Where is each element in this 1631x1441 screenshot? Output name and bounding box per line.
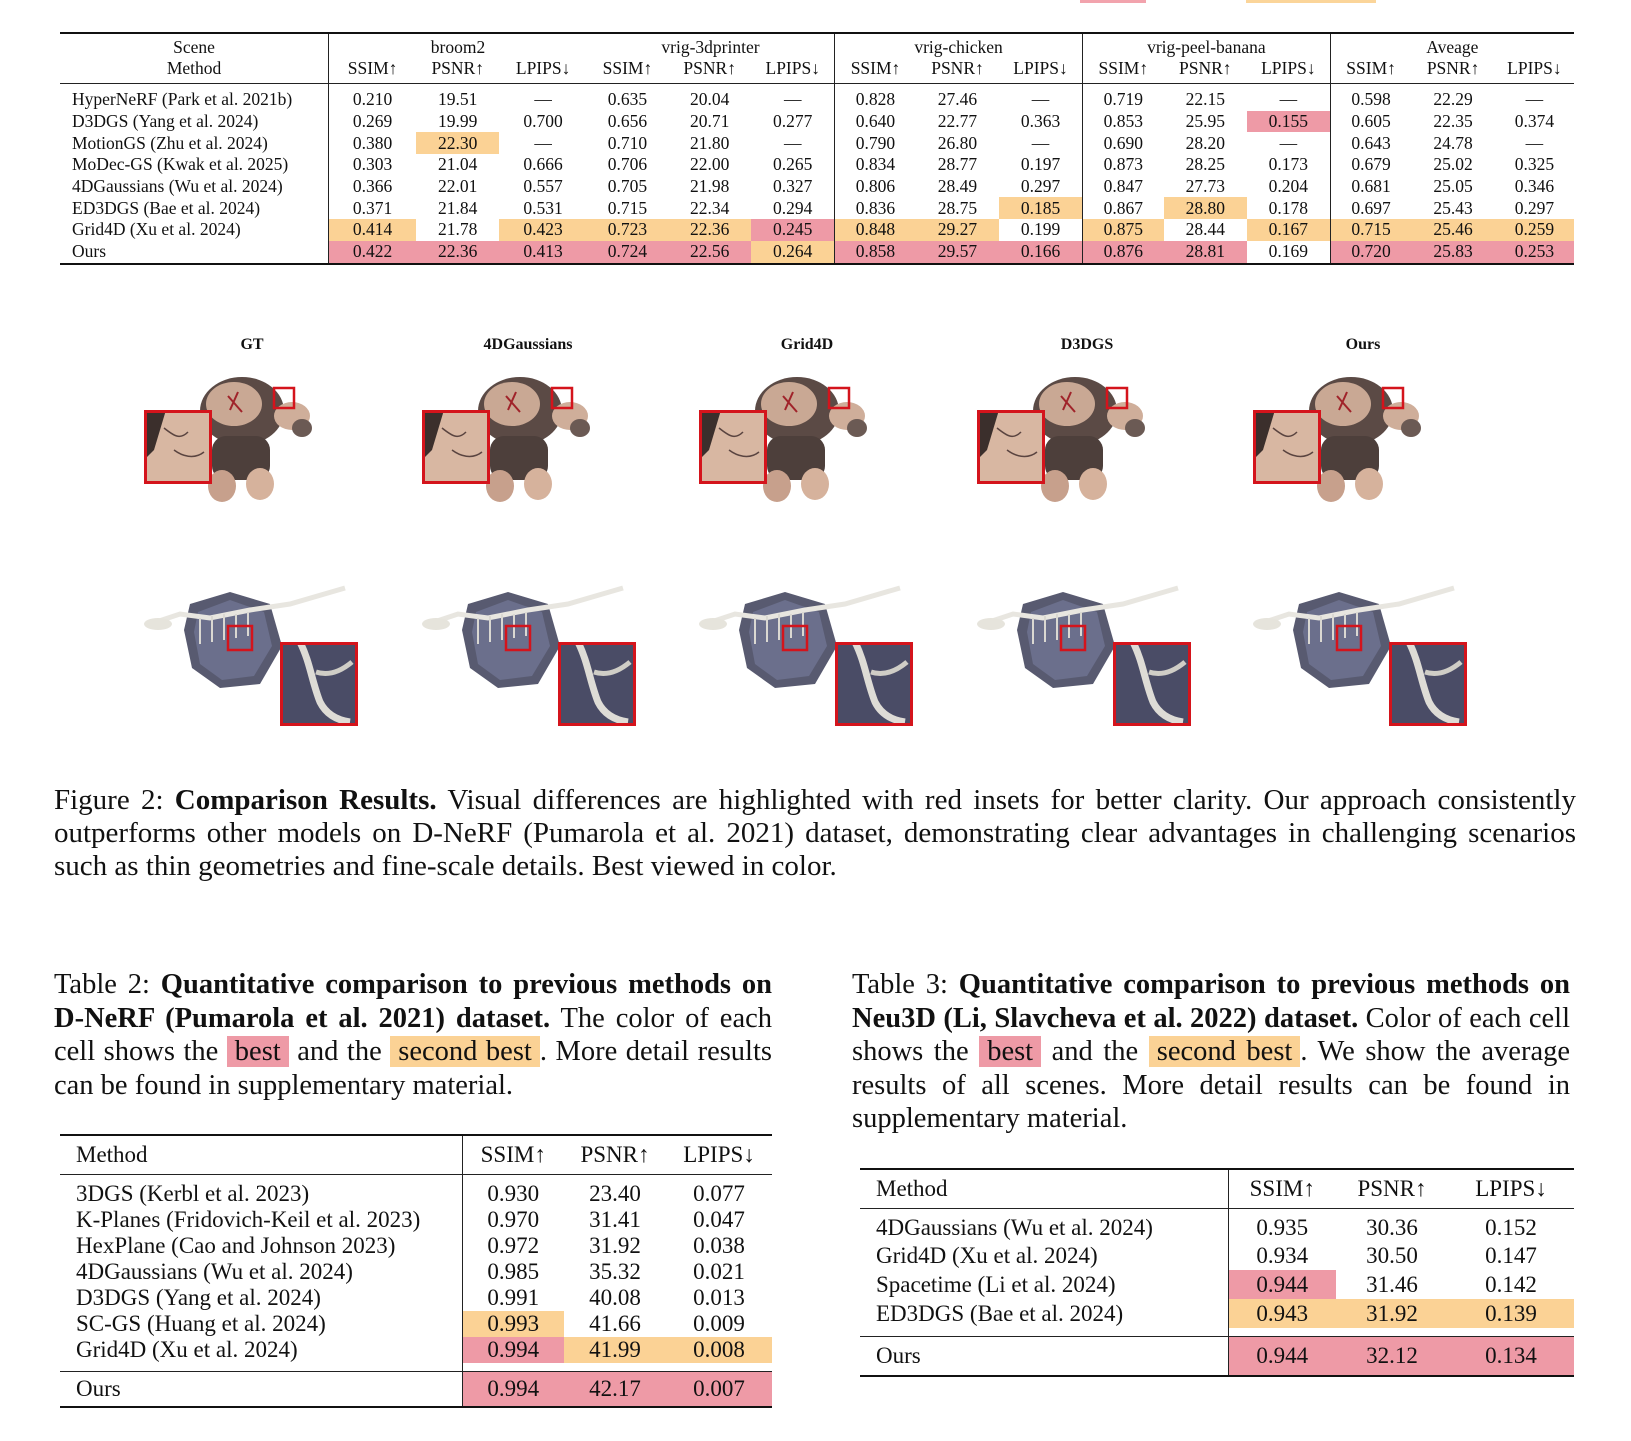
table-row — [60, 1285, 772, 1311]
metric-cell: 0.656 — [607, 111, 648, 132]
metric-cell: 0.710 — [607, 132, 648, 153]
method-name: Grid4D (Xu et al. 2024) — [76, 1337, 298, 1362]
table-row — [60, 1259, 772, 1285]
metric-cell: — — [1031, 132, 1050, 153]
table3-header: SSIM↑ — [1228, 1169, 1336, 1209]
metric-cell: 28.81 — [1164, 241, 1247, 264]
metric-header-row — [60, 58, 1574, 84]
table3-caption — [852, 968, 1570, 1136]
metric-cell: 0.643 — [1330, 132, 1411, 154]
metric-cell: 0.806 — [835, 176, 916, 198]
table-row — [60, 1311, 772, 1337]
metric-cell: 0.013 — [693, 1285, 745, 1310]
metric-cell: 0.185 — [999, 197, 1082, 219]
metric-cell: 0.423 — [499, 219, 586, 241]
metric-cell: 0.155 — [1247, 111, 1330, 133]
metric-cell: 35.32 — [589, 1259, 641, 1284]
zoom-inset — [1253, 410, 1321, 484]
metric-header: SSIM↑ — [329, 58, 416, 84]
table2-caption — [54, 968, 772, 1102]
metric-cell: 22.15 — [1185, 89, 1225, 110]
method-name: Ours — [60, 241, 329, 264]
metric-cell: 31.92 — [589, 1233, 641, 1258]
metric-header: PSNR↑ — [416, 58, 499, 84]
scene-header-row — [60, 33, 1574, 58]
method-name: 3DGS (Kerbl et al. 2023) — [76, 1181, 310, 1206]
method-name: 4DGaussians (Wu et al. 2024) — [72, 176, 283, 197]
zoom-inset — [835, 642, 913, 726]
metric-cell: — — [534, 89, 552, 110]
table-row — [860, 1299, 1574, 1328]
metric-cell: 0.700 — [523, 111, 563, 132]
method-name: ED3DGS (Bae et al. 2024) — [876, 1300, 1124, 1326]
metric-cell: 0.690 — [1082, 132, 1163, 154]
metric-cell: 0.679 — [1330, 154, 1411, 176]
metric-cell: 28.80 — [1164, 197, 1247, 219]
metric-cell: 0.875 — [1082, 219, 1163, 241]
metric-cell: 25.46 — [1411, 219, 1494, 241]
figure-column-title: D3DGS — [1060, 336, 1114, 353]
scene-header: Aveage — [1330, 33, 1574, 58]
metric-cell: 0.719 — [1082, 84, 1163, 111]
zoom-inset — [280, 642, 358, 726]
table-row — [60, 219, 1574, 241]
figure-caption — [54, 784, 1576, 883]
table3-caption-title: Quantitative comparison to previous methods on Neu3D (Li, Slavcheva et al. 2022) dataset. — [852, 969, 1570, 1034]
method-name: Grid4D (Xu et al. 2024) — [72, 219, 241, 240]
metric-cell: 0.723 — [587, 219, 668, 241]
metric-cell: 0.264 — [751, 241, 834, 264]
metric-cell: 0.380 — [329, 132, 416, 154]
metric-cell: 0.297 — [1020, 176, 1061, 197]
metric-cell: 0.828 — [835, 84, 916, 111]
metric-cell: 20.04 — [690, 89, 730, 110]
metric-cell: 0.245 — [751, 219, 834, 241]
ours-row — [860, 1336, 1574, 1376]
metric-cell: 0.994 — [462, 1371, 564, 1407]
metric-cell: 22.30 — [416, 132, 499, 154]
table3-caption-text: . We show the average results of all scenes. More detail results can be found in supplementary material. — [852, 1036, 1570, 1134]
table-row — [860, 1241, 1574, 1270]
method-name: Ours — [60, 1371, 462, 1407]
metric-cell: — — [1031, 89, 1050, 110]
previous-page-highlight-marks — [0, 0, 1631, 6]
spacer-row — [60, 1363, 772, 1371]
metric-cell: 0.269 — [329, 111, 416, 133]
metric-cell: 0.047 — [693, 1207, 745, 1232]
metric-cell: 32.12 — [1336, 1336, 1448, 1376]
metric-cell: 22.36 — [416, 241, 499, 264]
metric-cell: 30.50 — [1366, 1242, 1418, 1268]
method-name: Spacetime (Li et al. 2024) — [876, 1271, 1116, 1297]
metric-cell: 0.152 — [1485, 1215, 1537, 1240]
metric-cell: 0.169 — [1247, 241, 1330, 264]
metric-cell: 0.970 — [462, 1207, 564, 1233]
metric-cell: — — [534, 132, 552, 153]
table3-header: LPIPS↓ — [1448, 1169, 1574, 1209]
metric-cell: 0.705 — [607, 176, 648, 197]
metric-cell: 0.167 — [1247, 219, 1330, 241]
table-row — [60, 1233, 772, 1259]
metric-cell: 23.40 — [589, 1181, 641, 1206]
metric-cell: 41.99 — [564, 1337, 666, 1363]
scene-header: vrig-chicken — [835, 33, 1083, 58]
metric-cell: 0.876 — [1082, 241, 1163, 264]
metric-cell: 0.531 — [523, 197, 563, 218]
metric-cell: 0.009 — [693, 1311, 745, 1336]
metric-cell: 0.253 — [1495, 241, 1574, 264]
figure-column-title: Grid4D — [780, 336, 834, 353]
metric-cell: 0.598 — [1330, 84, 1411, 111]
metric-cell: 0.848 — [835, 219, 916, 241]
metric-cell: 21.80 — [690, 132, 730, 153]
table2-caption-text: and the — [288, 1036, 391, 1067]
ours-row — [60, 1371, 772, 1407]
table2-caption-title: Quantitative comparison to previous methods on D-NeRF (Pumarola et al. 2021) dataset. — [54, 969, 772, 1034]
metric-cell: 0.265 — [773, 154, 813, 175]
metric-cell: 40.08 — [589, 1285, 641, 1310]
table2-header: LPIPS↓ — [666, 1135, 772, 1175]
metric-header: SSIM↑ — [587, 58, 668, 84]
method-name: Grid4D (Xu et al. 2024) — [876, 1242, 1098, 1268]
table-row — [60, 154, 1574, 176]
metric-cell: 21.04 — [438, 154, 478, 175]
metric-cell: 0.294 — [773, 197, 813, 218]
metric-cell: — — [783, 89, 802, 110]
metric-cell: 29.57 — [916, 241, 999, 264]
metric-cell: 0.715 — [607, 197, 648, 218]
metric-cell: 0.934 — [1228, 1241, 1336, 1270]
metric-cell: 0.199 — [1020, 219, 1061, 240]
best-highlight-mark — [1080, 0, 1146, 3]
metric-cell: 22.56 — [668, 241, 751, 264]
metric-cell: 21.98 — [690, 176, 730, 197]
table2-caption-text: The color of each cell shows the — [54, 1002, 772, 1067]
metric-cell: 0.635 — [607, 89, 648, 110]
metric-cell: 0.142 — [1485, 1271, 1537, 1297]
scene-header: vrig-3dprinter — [661, 37, 760, 57]
figure-column-title: GT — [240, 336, 264, 353]
method-name: D3DGS (Yang et al. 2024) — [76, 1285, 321, 1310]
figure-column-title: 4DGaussians — [483, 336, 573, 353]
metric-cell: 0.147 — [1485, 1242, 1537, 1268]
table3-header-row — [860, 1169, 1574, 1209]
metric-cell: 0.346 — [1514, 176, 1555, 197]
metric-cell: 22.34 — [690, 197, 730, 218]
metric-cell: 0.139 — [1448, 1299, 1574, 1328]
metric-cell: 20.71 — [690, 111, 730, 132]
metric-cell: 0.681 — [1330, 176, 1411, 198]
metric-cell: 0.666 — [523, 154, 563, 175]
table-row — [860, 1270, 1574, 1299]
metric-header: SSIM↑ — [1330, 58, 1411, 84]
metric-cell: 0.790 — [835, 132, 916, 154]
metric-cell: 0.994 — [462, 1337, 564, 1363]
metric-cell: — — [1525, 132, 1544, 153]
metric-cell: 0.724 — [587, 241, 668, 264]
metric-header: SSIM↑ — [835, 58, 916, 84]
table3-caption-prefix: Table 3: — [852, 969, 959, 1000]
metric-cell: 22.00 — [690, 154, 730, 175]
metric-cell: 30.36 — [1366, 1215, 1418, 1240]
metric-cell: 0.557 — [523, 176, 563, 197]
metric-cell: 0.944 — [1228, 1270, 1336, 1299]
metric-cell: 29.27 — [916, 219, 999, 241]
metric-cell: 27.46 — [937, 89, 978, 110]
zoom-inset — [977, 410, 1045, 484]
method-name: MotionGS (Zhu et al. 2024) — [72, 132, 268, 153]
table2-header: Method — [60, 1135, 462, 1175]
metric-cell: 41.66 — [589, 1311, 641, 1336]
spacer-row — [860, 1328, 1574, 1336]
best-legend-chip: best — [979, 1036, 1041, 1067]
table2-header-row — [60, 1135, 772, 1175]
table-row — [60, 111, 1574, 133]
method-label: Method — [60, 58, 329, 84]
metric-cell: 26.80 — [937, 132, 978, 153]
table2-caption-prefix: Table 2: — [54, 969, 161, 1000]
figure-caption-prefix: Figure 2: — [54, 784, 175, 816]
metric-cell: 0.853 — [1082, 111, 1163, 133]
metric-header: LPIPS↓ — [1495, 58, 1574, 84]
metric-cell: 0.173 — [1268, 154, 1309, 175]
metric-cell: 0.413 — [499, 241, 586, 264]
metric-cell: 0.422 — [329, 241, 416, 264]
method-name: Ours — [860, 1336, 1228, 1376]
metric-cell: 21.78 — [438, 219, 478, 240]
metric-cell: 0.371 — [329, 197, 416, 219]
metric-cell: 0.697 — [1330, 197, 1411, 219]
table-row — [60, 1207, 772, 1233]
metric-cell: 0.197 — [1020, 154, 1061, 175]
table3-header: PSNR↑ — [1336, 1169, 1448, 1209]
figure-column-title: Ours — [1345, 336, 1381, 353]
table-row — [60, 1175, 772, 1208]
metric-cell: 0.166 — [999, 241, 1082, 264]
metric-cell: 0.366 — [329, 176, 416, 198]
metric-cell: 0.021 — [693, 1259, 745, 1284]
figure-caption-body: Visual differences are highlighted with red insets for better clarity. Our approach consistently outperforms other models on D-NeRF (Pumarola et al. 2021) dataset, demonstrating clear advantages in challenging scenarios such as thin geometries and fine-scale details. Best viewed in color. — [54, 784, 1576, 882]
metric-cell: 0.873 — [1082, 154, 1163, 176]
method-name: HexPlane (Cao and Johnson 2023) — [76, 1233, 396, 1258]
zoom-inset — [1113, 642, 1191, 726]
metric-cell: 0.991 — [462, 1285, 564, 1311]
metric-cell: 0.720 — [1330, 241, 1411, 264]
zoom-inset — [1389, 642, 1467, 726]
table-row — [60, 241, 1574, 264]
metric-cell: — — [1279, 89, 1298, 110]
metric-cell: 28.77 — [937, 154, 978, 175]
metric-cell: 19.51 — [438, 89, 478, 110]
second-best-legend-chip: second best — [1149, 1036, 1301, 1067]
metric-cell: 28.44 — [1185, 219, 1225, 240]
metric-header: LPIPS↓ — [999, 58, 1082, 84]
metric-cell: 24.78 — [1433, 132, 1473, 153]
metric-cell: 25.83 — [1411, 241, 1494, 264]
metric-cell: 19.99 — [438, 111, 478, 132]
metric-cell: 27.73 — [1185, 176, 1225, 197]
metric-cell: 0.943 — [1228, 1299, 1336, 1328]
metric-cell: 0.715 — [1330, 219, 1411, 241]
zoom-inset — [558, 642, 636, 726]
metric-cell: 25.02 — [1433, 154, 1473, 175]
metric-header: LPIPS↓ — [1247, 58, 1330, 84]
table-row — [60, 132, 1574, 154]
metric-cell: 22.01 — [438, 176, 478, 197]
metric-cell: 0.297 — [1514, 197, 1555, 218]
metric-cell: 0.204 — [1268, 176, 1309, 197]
table-row — [60, 197, 1574, 219]
metric-cell: 0.277 — [773, 111, 813, 132]
metric-cell: — — [783, 132, 802, 153]
metric-cell: 0.327 — [773, 176, 813, 197]
metric-cell: 28.20 — [1185, 132, 1225, 153]
metric-cell: 0.858 — [835, 241, 916, 264]
table-row — [60, 176, 1574, 198]
metric-cell: 0.935 — [1228, 1209, 1336, 1242]
metric-cell: 0.259 — [1495, 219, 1574, 241]
method-name: ED3DGS (Bae et al. 2024) — [72, 197, 261, 218]
table2-caption-text: . More detail results can be found in supplementary material. — [54, 1036, 772, 1101]
metric-cell: 28.49 — [937, 176, 978, 197]
zoom-inset — [144, 410, 212, 484]
method-name: K-Planes (Fridovich-Keil et al. 2023) — [76, 1207, 421, 1232]
second-best-legend-chip: second best — [390, 1036, 540, 1067]
metric-cell: — — [1279, 132, 1298, 153]
metric-cell: 21.84 — [438, 197, 478, 218]
metric-cell: 0.605 — [1330, 111, 1411, 133]
metric-cell: — — [1525, 89, 1544, 110]
metric-header: PSNR↑ — [1164, 58, 1247, 84]
metric-cell: 0.834 — [835, 154, 916, 176]
table3-caption-text: Color of each cell shows the — [852, 1002, 1570, 1067]
method-name: SC-GS (Huang et al. 2024) — [76, 1311, 326, 1336]
metric-cell: 0.134 — [1448, 1336, 1574, 1376]
metric-cell: 28.25 — [1185, 154, 1225, 175]
metric-cell: 0.972 — [462, 1233, 564, 1259]
metric-header: PSNR↑ — [1411, 58, 1494, 84]
scene-header: broom2 — [329, 33, 587, 58]
metric-header: SSIM↑ — [1082, 58, 1163, 84]
metric-cell: 0.867 — [1082, 197, 1163, 219]
method-name: MoDec-GS (Kwak et al. 2025) — [72, 154, 289, 175]
table3-header: Method — [860, 1169, 1228, 1209]
metric-cell: 0.930 — [462, 1175, 564, 1208]
metric-cell: 31.92 — [1336, 1299, 1448, 1328]
metric-cell: 0.640 — [835, 111, 916, 133]
method-name: D3DGS (Yang et al. 2024) — [72, 111, 259, 132]
results-table-per-scene — [60, 32, 1574, 265]
metric-cell: 22.36 — [668, 219, 751, 241]
metric-cell: 0.363 — [1020, 111, 1061, 132]
second-best-highlight-mark — [1246, 0, 1376, 3]
scene-header: vrig-peel-banana — [1082, 33, 1330, 58]
metric-cell: 22.77 — [937, 111, 978, 132]
best-legend-chip: best — [227, 1036, 289, 1067]
metric-cell: 28.75 — [937, 197, 978, 218]
metric-cell: 0.077 — [693, 1181, 745, 1206]
zoom-inset — [699, 410, 767, 484]
metric-cell: 0.374 — [1514, 111, 1555, 132]
table-row — [60, 84, 1574, 111]
metric-cell: 0.985 — [462, 1259, 564, 1285]
metric-cell: 0.038 — [693, 1233, 745, 1258]
metric-cell: 31.41 — [589, 1207, 641, 1232]
metric-cell: 0.993 — [462, 1311, 564, 1337]
metric-cell: 0.178 — [1268, 197, 1309, 218]
metric-header: PSNR↑ — [668, 58, 751, 84]
method-name: 4DGaussians (Wu et al. 2024) — [76, 1259, 353, 1284]
metric-cell: 0.836 — [835, 197, 916, 219]
metric-cell: 0.706 — [607, 154, 648, 175]
metric-cell: 25.43 — [1433, 197, 1473, 218]
metric-cell: 0.210 — [329, 84, 416, 111]
metric-cell: 0.303 — [329, 154, 416, 176]
metric-header: PSNR↑ — [916, 58, 999, 84]
metric-cell: 42.17 — [564, 1371, 666, 1407]
table3-neu3d-results — [860, 1168, 1574, 1377]
table3-caption-text: and the — [1041, 1036, 1149, 1067]
metric-cell: 0.007 — [666, 1371, 772, 1407]
metric-header: LPIPS↓ — [751, 58, 834, 84]
table-row — [60, 1337, 772, 1363]
table2-dnerf-results — [60, 1134, 772, 1408]
metric-cell: 0.414 — [329, 219, 416, 241]
metric-cell: 0.847 — [1082, 176, 1163, 198]
metric-header: LPIPS↓ — [499, 58, 586, 84]
method-name: 4DGaussians (Wu et al. 2024) — [876, 1215, 1153, 1240]
table-row — [860, 1209, 1574, 1242]
metric-cell: 25.05 — [1433, 176, 1473, 197]
metric-cell: 22.35 — [1433, 111, 1473, 132]
metric-cell: 0.008 — [666, 1337, 772, 1363]
scene-label: Scene — [173, 37, 215, 57]
metric-cell: 22.29 — [1433, 89, 1473, 110]
zoom-inset — [422, 410, 490, 484]
metric-cell: 31.46 — [1366, 1271, 1418, 1297]
table2-header: PSNR↑ — [564, 1135, 666, 1175]
figure-caption-title: Comparison Results. — [174, 784, 437, 816]
metric-cell: 0.944 — [1228, 1336, 1336, 1376]
metric-cell: 25.95 — [1185, 111, 1225, 132]
table2-header: SSIM↑ — [462, 1135, 564, 1175]
method-name: HyperNeRF (Park et al. 2021b) — [72, 89, 293, 110]
metric-cell: 0.325 — [1514, 154, 1555, 175]
